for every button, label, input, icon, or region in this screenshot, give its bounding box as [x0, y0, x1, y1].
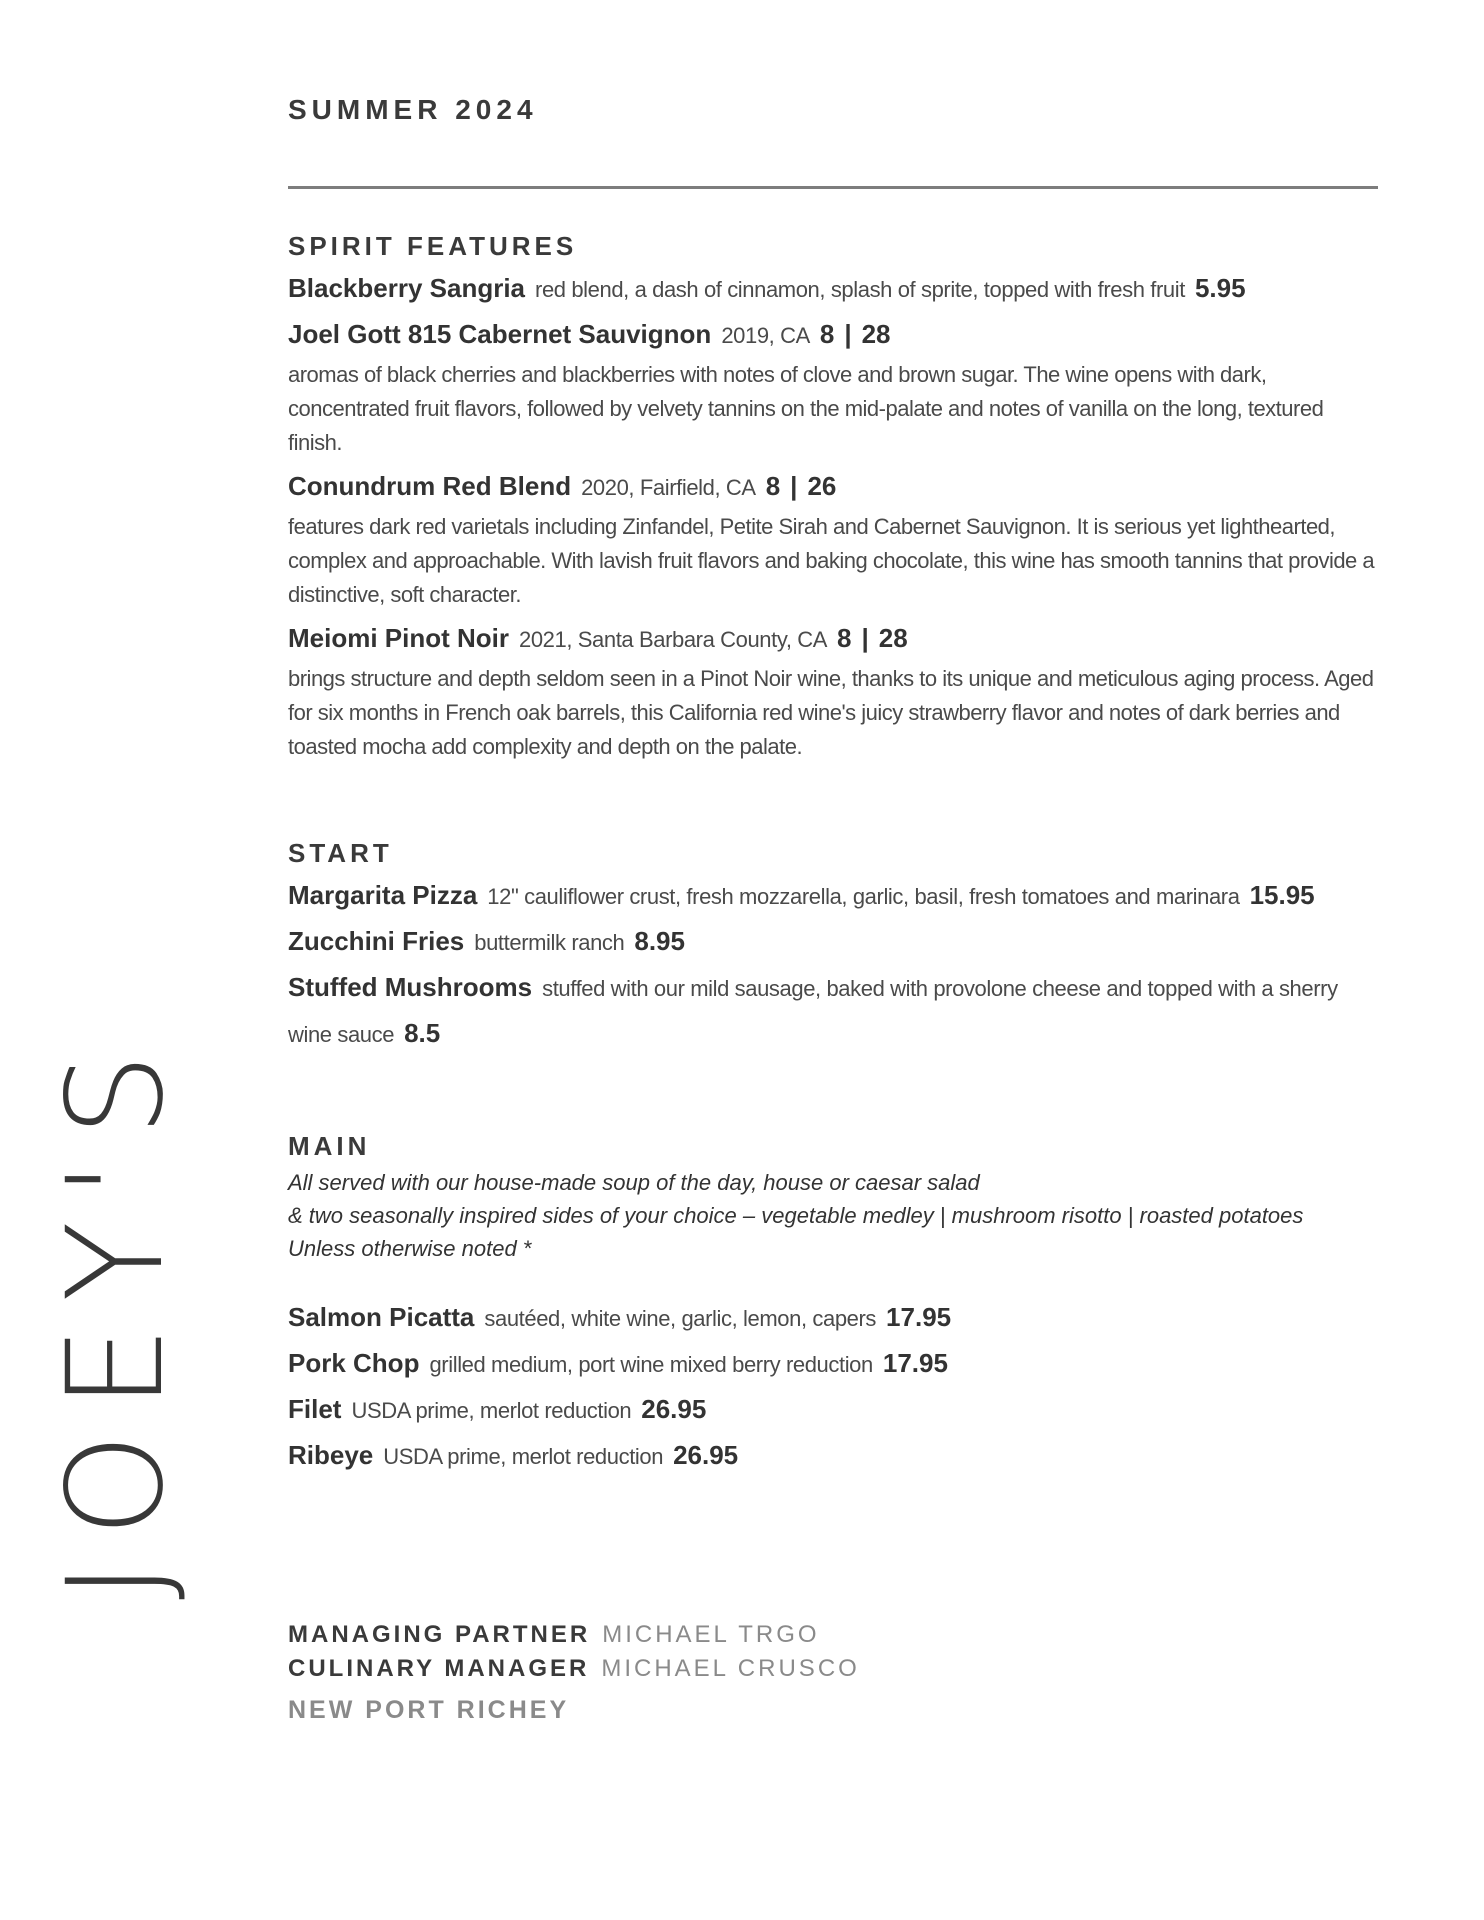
wine-name: Joel Gott 815 Cabernet Sauvignon — [288, 319, 712, 349]
item-name: Stuffed Mushrooms — [288, 972, 533, 1002]
item-description: USDA prime, merlot reduction — [351, 1398, 632, 1423]
spacer — [288, 1265, 1378, 1295]
item-description: buttermilk ranch — [474, 930, 625, 955]
item-price: 17.95 — [886, 1302, 952, 1332]
item-name: Ribeye — [288, 1440, 374, 1470]
menu-item — [288, 965, 1378, 1057]
main-section — [288, 1131, 1378, 1479]
section-heading-spirit: SPIRIT FEATURES — [288, 231, 578, 261]
season-title: SUMMER 2024 — [288, 94, 538, 125]
item-name: Zucchini Fries — [288, 926, 465, 956]
item-name: Pork Chop — [288, 1348, 420, 1378]
section-heading-start: START — [288, 838, 393, 868]
brand-logo: JOEY'S — [39, 1029, 193, 1600]
wine-description: brings structure and depth seldom seen in a Pinot Noir wine, thanks to its unique and meticulous aging process. Aged for six months in French oak barrels, this California red wine's juicy strawberry flavor and notes of dark berries and toasted mocha add complexity and depth on the palate. — [288, 666, 1374, 759]
divider — [288, 186, 1378, 189]
item-price: 26.95 — [641, 1394, 707, 1424]
item-name: Salmon Picatta — [288, 1302, 475, 1332]
wine-title-row — [288, 312, 1378, 358]
wine-name: Conundrum Red Blend — [288, 471, 572, 501]
glass-price: 8 — [819, 319, 835, 349]
wine-description: aromas of black cherries and blackberries with notes of clove and brown sugar. The wine opens with dark, concentrated fruit flavors, followed by velvety tannins on the mid-palate and notes of vanilla on the long, textured finish. — [288, 362, 1324, 455]
main-note — [288, 1166, 1378, 1265]
bottle-price: 26 — [807, 471, 837, 501]
item-price: 8.95 — [634, 926, 685, 956]
credit-culinary-manager — [288, 1652, 860, 1686]
wine-item — [288, 616, 1378, 764]
bottle-price: 28 — [878, 623, 908, 653]
note-line: & two seasonally inspired sides of your choice – vegetable medley | mushroom risotto | roasted potatoes — [288, 1203, 1304, 1228]
menu-item — [288, 1433, 1378, 1479]
location: NEW PORT RICHEY — [288, 1696, 570, 1724]
menu-item — [288, 919, 1378, 965]
menu-item — [288, 1387, 1378, 1433]
wine-item — [288, 312, 1378, 460]
spirit-features-section — [288, 231, 1378, 764]
item-price: 17.95 — [882, 1348, 948, 1378]
item-name: Blackberry Sangria — [288, 273, 526, 303]
item-description: stuffed with our mild sausage, baked with provolone cheese and topped with a sherry wine sauce — [288, 976, 1338, 1047]
note-line: Unless otherwise noted * — [288, 1236, 532, 1261]
item-price: 15.95 — [1249, 880, 1315, 910]
price-separator: | — [844, 319, 852, 349]
credit-managing-partner — [288, 1618, 860, 1652]
price-separator: | — [790, 471, 798, 501]
item-price: 5.95 — [1194, 273, 1246, 303]
wine-origin: 2019, CA — [721, 323, 810, 348]
start-section — [288, 838, 1378, 1057]
item-description: grilled medium, port wine mixed berry reduction — [429, 1352, 873, 1377]
item-name: Margarita Pizza — [288, 880, 478, 910]
item-description: sautéed, white wine, garlic, lemon, capers — [484, 1306, 877, 1331]
wine-item — [288, 464, 1378, 612]
role-label: CULINARY MANAGER — [288, 1655, 590, 1682]
item-description: red blend, a dash of cinnamon, splash of sprite, topped with fresh fruit — [535, 277, 1185, 302]
section-heading-main: MAIN — [288, 1131, 371, 1161]
item-description: 12" cauliflower crust, fresh mozzarella, garlic, basil, fresh tomatoes and marinara — [487, 884, 1240, 909]
wine-title-row — [288, 464, 1378, 510]
credits — [288, 1618, 860, 1725]
menu-content — [288, 94, 1378, 1479]
person-name: MICHAEL CRUSCO — [601, 1655, 860, 1682]
bottle-price: 28 — [861, 319, 891, 349]
menu-item-sangria — [288, 266, 1378, 312]
person-name: MICHAEL TRGO — [602, 1621, 820, 1648]
wine-origin: 2020, Fairfield, CA — [581, 475, 756, 500]
item-name: Filet — [288, 1394, 342, 1424]
menu-item — [288, 873, 1378, 919]
wine-origin: 2021, Santa Barbara County, CA — [519, 627, 828, 652]
wine-title-row — [288, 616, 1378, 662]
glass-price: 8 — [765, 471, 781, 501]
role-label: MANAGING PARTNER — [288, 1621, 591, 1648]
wine-description: features dark red varietals including Zinfandel, Petite Sirah and Cabernet Sauvignon. It is serious yet lighthearted, complex and approachable. With lavish fruit flavors and baking chocolate, this wine has smooth tannins that provide a distinctive, soft character. — [288, 514, 1375, 607]
menu-item — [288, 1341, 1378, 1387]
glass-price: 8 — [837, 623, 852, 653]
note-line: All served with our house-made soup of the day, house or caesar salad — [288, 1170, 980, 1195]
item-price: 8.5 — [404, 1018, 441, 1048]
item-description: USDA prime, merlot reduction — [383, 1444, 664, 1469]
item-price: 26.95 — [673, 1440, 739, 1470]
wine-name: Meiomi Pinot Noir — [288, 623, 509, 653]
menu-item — [288, 1295, 1378, 1341]
price-separator: | — [861, 623, 869, 653]
